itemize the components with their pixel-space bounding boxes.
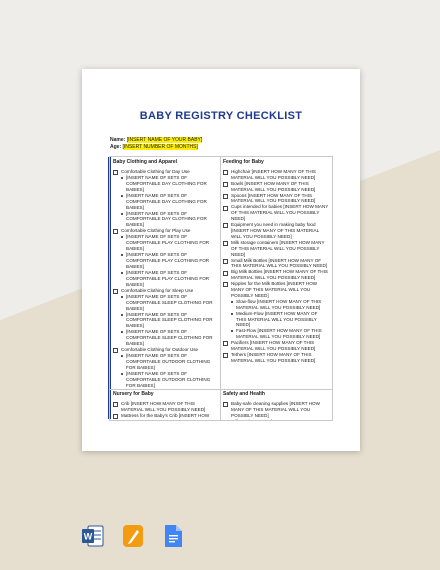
- checklist-subitem-label: [INSERT NAME OF SETS OF COMFORTABLE DAY CLOTHING FOR BABIES]: [126, 210, 207, 228]
- checkbox[interactable]: [113, 289, 118, 294]
- checklist-item: [113, 401, 217, 413]
- checklist-item-label: Crib [INSERT HOW MANY OF THIS MATERIAL WILL YOU POSSIBLY NEED]: [121, 400, 206, 412]
- checklist-subitem: [113, 353, 217, 371]
- bullet-icon: [121, 177, 123, 179]
- checklist-subitem-label: [INSERT NAME OF SETS OF COMFORTABLE SLEEP CLOTHING FOR BABIES]: [126, 311, 213, 329]
- svg-text:W: W: [83, 531, 93, 542]
- clothing-list: [113, 169, 217, 389]
- bullet-icon: [231, 301, 233, 303]
- checklist-subitem-label: [INSERT NAME OF SETS OF COMFORTABLE SLEEP CLOTHING FOR BABIES]: [126, 329, 213, 347]
- checklist-item: [223, 419, 329, 420]
- bullet-icon: [121, 272, 123, 274]
- safety-heading: Safety and Health: [223, 391, 265, 397]
- google-docs-icon[interactable]: [162, 524, 184, 548]
- bullet-icon: [121, 236, 123, 238]
- checklist-item-label: Big Milk Bottles [INSERT HOW MANY OF THIS MATERIAL WILL YOU POSSIBLY NEED]: [231, 269, 328, 281]
- checklist-subitem-label: [INSERT NAME OF SETS OF COMFORTABLE DAY CLOTHING FOR BABIES]: [126, 175, 207, 192]
- bullet-icon: [121, 213, 123, 215]
- bullet-icon: [121, 355, 123, 357]
- checkbox[interactable]: [223, 353, 228, 358]
- name-label: Name:: [110, 137, 126, 143]
- feeding-heading: Feeding for Baby: [223, 159, 264, 165]
- checkbox[interactable]: [223, 170, 228, 175]
- bullet-icon: [121, 373, 123, 375]
- checkbox[interactable]: [223, 341, 228, 346]
- checklist-item-label: [231, 419, 329, 420]
- checklist-item-label: Milk storage containers [INSERT HOW MANY OF THIS MATERIAL WILL YOU POSSIBLY NEED]: [231, 239, 325, 257]
- bullet-icon: [121, 314, 123, 316]
- checklist-item-label: Pacifiers [INSERT HOW MANY OF THIS MATERIAL WILL YOU POSSIBLY NEED]: [231, 340, 316, 352]
- checklist-item: [223, 258, 329, 270]
- checklist-item-label: Comfortable Clothing for Play Use: [121, 228, 191, 234]
- checklist-subitem-label: [126, 371, 217, 389]
- checklist-item: [223, 281, 329, 299]
- checklist-subitem: [113, 371, 217, 389]
- feeding-list: [223, 169, 329, 364]
- checkbox[interactable]: [113, 414, 118, 419]
- checklist-item: [223, 240, 329, 258]
- bullet-icon: [121, 195, 123, 197]
- checklist-item-label: Bowls [INSERT HOW MANY OF THIS MATERIAL WILL YOU POSSIBLY NEED]: [231, 180, 316, 192]
- safety-cell: [220, 389, 332, 420]
- checklist-item-label: Comfortable Clothing for Day Use: [121, 168, 190, 174]
- checklist-subitem: [113, 211, 217, 229]
- checklist-subitem: [113, 252, 217, 270]
- checklist-subitem-label: Medium-Flow [INSERT HOW MANY OF THIS MATERIAL WILL YOU POSSIBLY NEED]: [236, 310, 318, 328]
- safety-list: [223, 401, 329, 420]
- checklist-item-label: Equipment you need in making baby food [INSERT HOW MANY OF THIS MATERIAL WILL YOU POSSIBLY NEED]: [231, 222, 319, 239]
- checklist-subitem: [113, 270, 217, 288]
- bullet-icon: [121, 254, 123, 256]
- bullet-icon: [231, 330, 233, 332]
- checklist-subitem-label: Slow-flow [INSERT HOW MANY OF THIS MATERIAL WILL YOU POSSIBLY NEED]: [236, 298, 322, 310]
- checklist-subitem: [113, 312, 217, 330]
- checklist-item-label: Comfortable Clothing for Sleep Use: [121, 287, 194, 293]
- pages-icon[interactable]: [122, 524, 144, 548]
- document-title: BABY REGISTRY CHECKLIST: [139, 110, 303, 122]
- checklist-subitem-label: [INSERT NAME OF SETS OF COMFORTABLE PLAY CLOTHING FOR BABIES]: [126, 269, 210, 287]
- name-value: [INSERT NAME OF YOUR BABY]: [126, 137, 203, 143]
- checklist-subitem: [223, 311, 329, 329]
- nursery-list: [113, 401, 217, 420]
- bullet-icon: [121, 331, 123, 333]
- clothing-cell: [110, 157, 220, 389]
- checklist-item: [113, 413, 217, 420]
- checkbox[interactable]: [223, 282, 228, 287]
- checklist-item: [223, 204, 329, 222]
- age-label: Age:: [110, 144, 122, 150]
- age-row: [110, 144, 198, 151]
- checklist-item-label: Nipples for the Milk Bottles [INSERT HOW MANY OF THIS MATERIAL WILL YOU POSSIBLY NEED]: [231, 281, 318, 298]
- nursery-heading: Nursery for Baby: [113, 391, 154, 397]
- checklist-subitem-label: [INSERT NAME OF SETS OF COMFORTABLE OUTDOOR CLOTHING FOR BABIES]: [126, 353, 211, 370]
- checklist-subitem-label: [INSERT NAME OF SETS OF COMFORTABLE PLAY CLOTHING FOR BABIES]: [126, 234, 210, 252]
- nursery-cell: [110, 389, 220, 420]
- checklist-item: [223, 181, 329, 193]
- checklist-item-label: Small Milk Bottles [INSERT HOW MANY OF THIS MATERIAL WILL YOU POSSIBLY NEED]: [231, 257, 328, 269]
- feeding-cell: [220, 157, 332, 389]
- checkbox[interactable]: [113, 170, 118, 175]
- checkbox[interactable]: [223, 271, 228, 276]
- checklist-item: [223, 269, 329, 281]
- checkbox[interactable]: [223, 259, 228, 264]
- bullet-icon: [231, 313, 233, 315]
- checklist-item-label: Spoons [INSERT HOW MANY OF THIS MATERIAL WILL YOU POSSIBLY NEED]: [231, 192, 316, 204]
- word-icon[interactable]: [82, 524, 104, 548]
- checklist-item-label: Mattress for the Baby's Crib [INSERT HOW: [121, 412, 210, 418]
- name-row: [110, 137, 202, 144]
- checklist-subitem-label: [INSERT NAME OF SETS OF COMFORTABLE DAY CLOTHING FOR BABIES]: [126, 192, 207, 210]
- checkbox[interactable]: [113, 348, 118, 353]
- checklist-subitem: [113, 294, 217, 312]
- checklist-subitem: [113, 175, 217, 193]
- checklist-subitem: [223, 328, 329, 340]
- checklist-subitem-label: [INSERT NAME OF SETS OF COMFORTABLE PLAY CLOTHING FOR BABIES]: [126, 252, 210, 269]
- checklist-item-label: Comfortable Clothing for Outdoor Use: [121, 346, 199, 352]
- checklist-item: [223, 352, 329, 364]
- checklist-item-label: Highchair [INSERT HOW MANY OF THIS MATERIAL WILL YOU POSSIBLY NEED]: [231, 168, 316, 180]
- checklist-subitem: [113, 193, 217, 211]
- checkbox[interactable]: [223, 206, 228, 211]
- checklist-item: [223, 401, 329, 419]
- checkbox[interactable]: [223, 182, 228, 187]
- checklist-item: [223, 222, 329, 240]
- checkbox[interactable]: [113, 402, 118, 407]
- checklist-subitem: [113, 329, 217, 347]
- checkbox[interactable]: [223, 194, 228, 199]
- checklist-item: [223, 340, 329, 352]
- checklist-item: [223, 193, 329, 205]
- checkbox[interactable]: [223, 223, 228, 228]
- checklist-item-label: Cups intended for babies [INSERT HOW MANY OF THIS MATERIAL WILL YOU POSSIBLY NEED]: [231, 204, 329, 222]
- checklist-item-label: Baby-safe cleaning supplies [INSERT HOW MANY OF THIS MATERIAL WILL YOU POSSIBLY NEED]: [231, 400, 320, 418]
- checklist-item: [223, 169, 329, 181]
- checklist-subitem-label: [INSERT NAME OF SETS OF COMFORTABLE SLEEP CLOTHING FOR BABIES]: [126, 293, 213, 311]
- checkbox[interactable]: [113, 229, 118, 234]
- checkbox[interactable]: [223, 241, 228, 246]
- checklist-table: [109, 156, 333, 421]
- checklist-subitem: [113, 234, 217, 252]
- checklist-item-label: Tethers [INSERT HOW MANY OF THIS MATERIAL WILL YOU POSSIBLY NEED]: [231, 352, 316, 363]
- checklist-subitem-label: Fast-Flow [INSERT HOW MANY OF THIS MATERIAL WILL YOU POSSIBLY NEED]: [236, 328, 322, 340]
- bullet-icon: [121, 296, 123, 298]
- checklist-subitem: [223, 299, 329, 311]
- app-icon-row: [82, 524, 184, 548]
- checkbox[interactable]: [223, 402, 228, 407]
- clothing-heading: Baby Clothing and Apparel: [113, 159, 177, 165]
- age-value: [INSERT NUMBER OF MONTHS]: [122, 144, 198, 150]
